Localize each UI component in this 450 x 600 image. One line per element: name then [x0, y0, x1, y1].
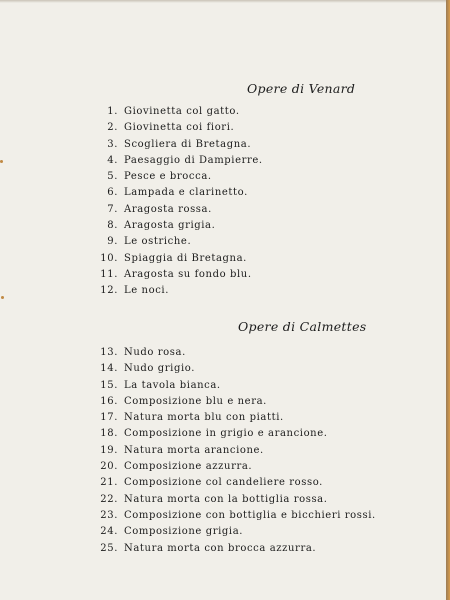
item-title: Nudo rosa.	[124, 347, 186, 358]
item-number: 25.	[100, 542, 118, 554]
item-title: Aragosta grigia.	[124, 220, 216, 232]
item-title: Giovinetta coi fiori.	[124, 122, 235, 134]
list-item	[94, 218, 263, 234]
item-title: Natura morta con la bottiglia rossa.	[124, 493, 328, 505]
item-number: 8.	[107, 220, 118, 232]
item-number: 2.	[107, 122, 118, 134]
item-number: 13.	[100, 347, 118, 358]
list-item	[94, 410, 376, 426]
list-item	[94, 202, 263, 218]
list-item	[94, 475, 376, 491]
item-title: Natura morta blu con piatti.	[124, 412, 284, 424]
item-number: 6.	[107, 187, 118, 199]
list-item	[94, 267, 263, 283]
list-item	[94, 394, 376, 410]
item-title: Nudo grigio.	[124, 363, 195, 375]
list-item	[94, 104, 263, 120]
list-item	[94, 378, 376, 394]
item-title: Composizione blu e nera.	[124, 395, 267, 407]
item-title: Giovinetta col gatto.	[124, 106, 240, 117]
item-title: Scogliera di Bretagna.	[124, 138, 252, 150]
works-list-venard	[94, 104, 263, 300]
list-item	[94, 426, 376, 442]
list-item	[94, 524, 376, 540]
list-item	[94, 283, 263, 299]
list-item	[94, 137, 263, 153]
item-number: 15.	[100, 379, 118, 391]
item-title: Natura morta con brocca azzurra.	[124, 542, 317, 554]
item-number: 16.	[100, 395, 118, 407]
list-item	[94, 234, 263, 250]
list-item	[94, 345, 376, 361]
item-title: Natura morta arancione.	[124, 444, 264, 456]
item-number: 18.	[100, 428, 118, 440]
item-number: 1.	[107, 106, 118, 117]
list-item	[94, 251, 263, 267]
list-item	[94, 459, 376, 475]
item-title: Composizione con bottiglia e bicchieri rossi.	[124, 509, 376, 521]
item-title: Le noci.	[124, 285, 169, 297]
item-number: 5.	[107, 171, 118, 183]
item-title: Composizione azzurra.	[124, 461, 253, 473]
item-number: 23.	[100, 509, 118, 521]
scan-right-edge	[446, 0, 450, 600]
list-item	[94, 169, 263, 185]
item-title: Composizione col candeliere rosso.	[124, 477, 323, 489]
list-item	[94, 153, 263, 169]
item-number: 20.	[100, 461, 118, 473]
item-title: Paesaggio di Dampierre.	[124, 154, 263, 166]
item-number: 19.	[100, 444, 118, 456]
item-title: La tavola bianca.	[124, 379, 221, 391]
item-number: 17.	[100, 412, 118, 424]
item-title: Spiaggia di Bretagna.	[124, 252, 247, 264]
list-item	[94, 541, 376, 557]
item-number: 24.	[100, 526, 118, 538]
item-title: Le ostriche.	[124, 236, 192, 248]
item-title: Composizione in grigio e arancione.	[124, 428, 328, 440]
item-title: Composizione grigia.	[124, 526, 244, 538]
list-item	[94, 443, 376, 459]
list-item	[94, 120, 263, 136]
list-item	[94, 361, 376, 377]
section-title-calmettes: Opere di Calmettes	[238, 319, 367, 334]
works-list-calmettes	[94, 345, 376, 557]
list-item	[94, 508, 376, 524]
item-number: 21.	[100, 477, 118, 489]
item-number: 11.	[100, 268, 118, 280]
list-item	[94, 492, 376, 508]
item-number: 14.	[100, 363, 118, 375]
item-number: 10.	[100, 252, 118, 264]
item-title: Lampada e clarinetto.	[124, 187, 248, 199]
item-number: 12.	[100, 285, 118, 297]
item-number: 7.	[107, 203, 118, 215]
item-number: 9.	[107, 236, 118, 248]
item-number: 22.	[100, 493, 118, 505]
section-title-venard: Opere di Venard	[247, 81, 356, 96]
item-number: 4.	[107, 154, 118, 166]
item-title: Pesce e brocca.	[124, 171, 212, 183]
item-title: Aragosta su fondo blu.	[124, 268, 252, 280]
item-title: Aragosta rossa.	[124, 203, 212, 215]
list-item	[94, 185, 263, 201]
item-number: 3.	[107, 138, 118, 150]
